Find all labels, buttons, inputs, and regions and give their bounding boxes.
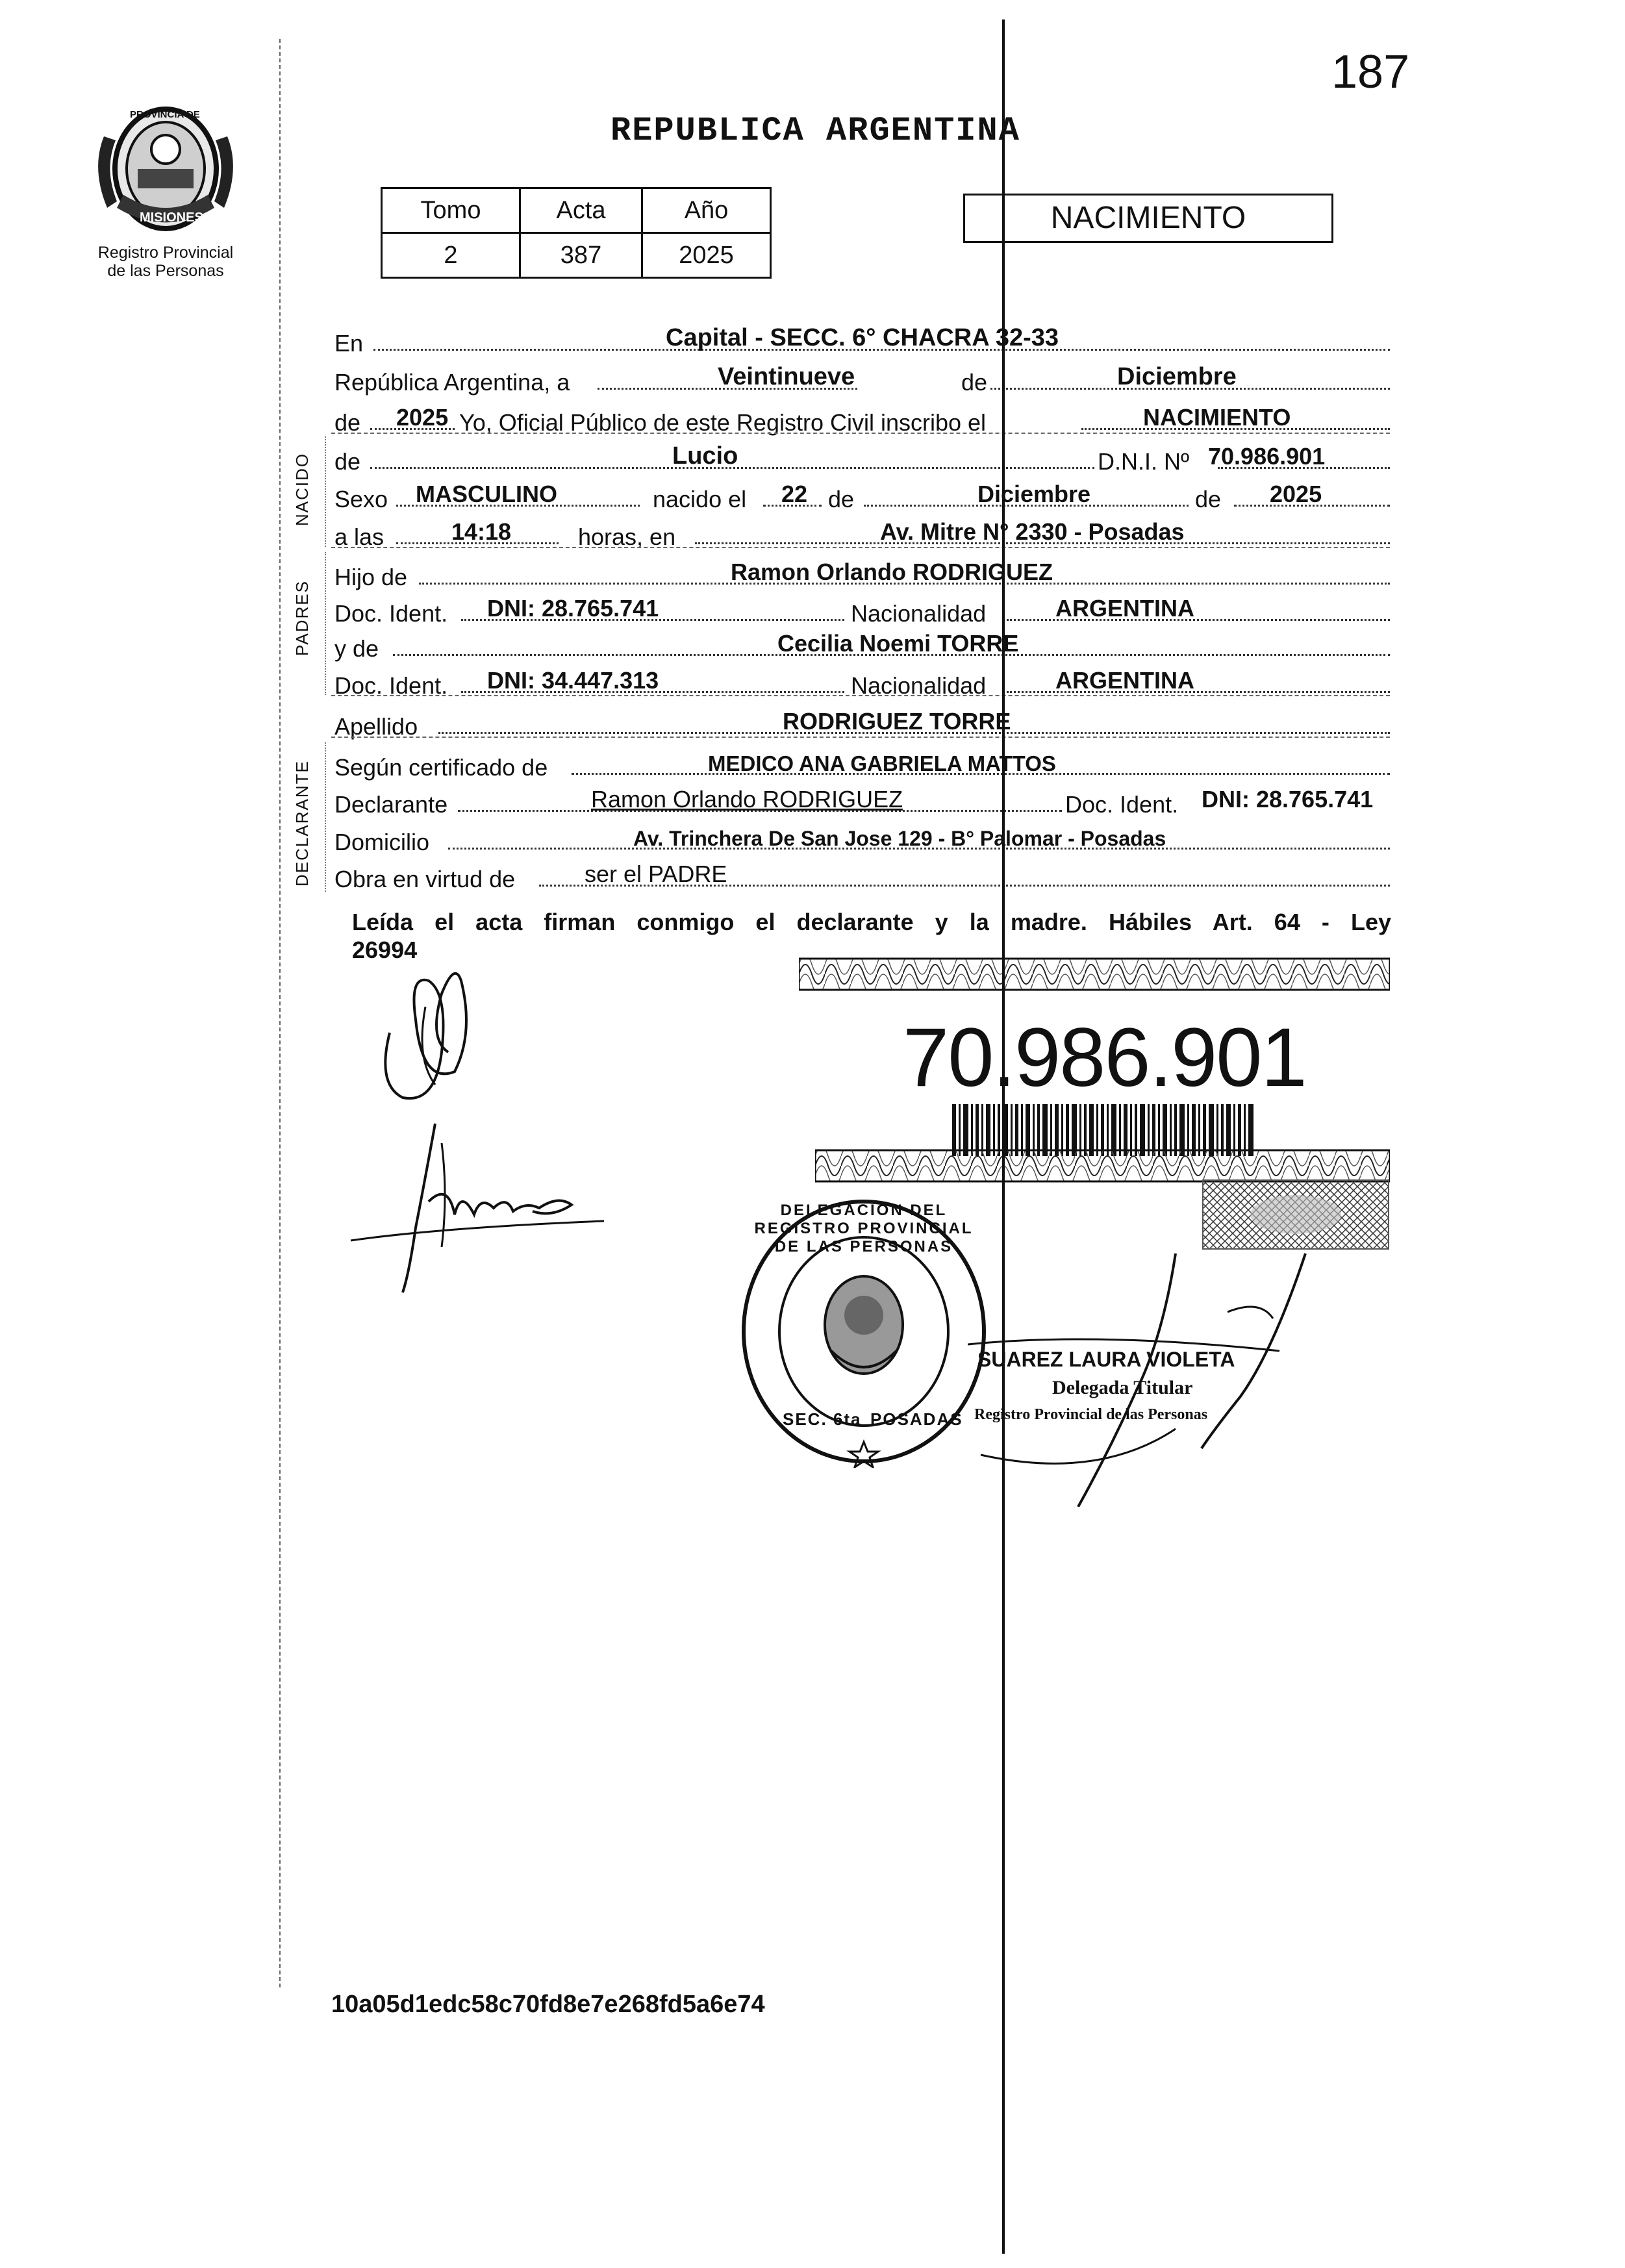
- row-declarante: [334, 779, 1390, 818]
- madre-nac-value: ARGENTINA: [1055, 667, 1194, 694]
- declarante-bracket: [325, 742, 326, 892]
- row-domicilio: [334, 817, 1390, 856]
- logo-caption-line1: Registro Provincial: [97, 244, 234, 262]
- republica-label: República Argentina, a: [334, 369, 570, 396]
- record-type-box: NACIMIENTO: [963, 194, 1333, 243]
- hora-value: 14:18: [451, 518, 512, 545]
- nacido-label: nacido el: [653, 486, 747, 512]
- logo-seal-top-text: PROVINCIA DE: [130, 109, 200, 120]
- row-hijo: [334, 552, 1390, 591]
- en-label: En: [334, 330, 364, 357]
- register-header-anio: Año: [642, 188, 771, 233]
- nacido-bracket: [325, 436, 326, 547]
- section-label-nacido: NACIDO: [292, 452, 312, 526]
- dni-value: 70.986.901: [1208, 443, 1326, 470]
- row-nombre: [334, 436, 1390, 475]
- row-apellido: [334, 701, 1390, 740]
- madre-doc-value: DNI: 34.447.313: [487, 667, 659, 694]
- lugar-value: Av. Mitre N° 2330 - Posadas: [880, 518, 1185, 545]
- separator: [331, 695, 1390, 696]
- register-value-tomo: 2: [382, 233, 520, 278]
- row-anio: [334, 397, 1390, 436]
- row-obra: [334, 854, 1390, 893]
- separator: [331, 737, 1390, 738]
- decl-doc-label: Doc. Ident.: [1065, 791, 1179, 818]
- horas-label: horas, en: [578, 523, 676, 550]
- row-padre-doc: [334, 588, 1390, 627]
- certificado-value: MEDICO ANA GABRIELA MATTOS: [708, 751, 1056, 775]
- nac-de-label: de: [828, 486, 855, 512]
- decl-doc-value: DNI: 28.765.741: [1202, 786, 1374, 813]
- stamp-inner-left: SEC. 6ta: [783, 1409, 862, 1429]
- document-hash: 10a05d1edc58c70fd8e7e268fd5a6e74: [331, 1991, 765, 2018]
- section-label-padres: PADRES: [292, 580, 312, 656]
- dni-large-number: 70.986.901: [903, 1011, 1306, 1104]
- register-header-acta: Acta: [520, 188, 642, 233]
- nac-mes-value: Diciembre: [977, 481, 1091, 507]
- yo-label: Yo, Oficial Público de este Registro Civil inscribo el: [459, 409, 987, 436]
- closing-law-number: 26994: [352, 937, 418, 963]
- security-band-top: [799, 955, 1390, 994]
- row-en: [334, 318, 1390, 357]
- padres-bracket: [325, 552, 326, 695]
- sexo-label: Sexo: [334, 486, 388, 512]
- document-heading: REPUBLICA ARGENTINA: [611, 112, 1020, 150]
- inscribo-value: NACIMIENTO: [1143, 404, 1291, 431]
- logo-seal-bottom-text: MISIONES: [140, 210, 203, 225]
- dia-value: Veintinueve: [718, 363, 855, 390]
- closing-text: Leída el acta firman conmigo el declarante y la madre. Hábiles Art. 64 - Ley: [352, 909, 1391, 935]
- declarante-label: Declarante: [334, 791, 448, 818]
- separator: [331, 547, 1390, 548]
- row-madre: [334, 624, 1390, 662]
- madre-doc-label: Doc. Ident.: [334, 672, 448, 699]
- obra-value: ser el PADRE: [585, 861, 727, 887]
- register-value-anio: 2025: [642, 233, 771, 278]
- official-organization: Registro Provincial de las Personas: [974, 1406, 1208, 1423]
- de3-label: de: [334, 448, 361, 475]
- nac-de2-label: de: [1195, 486, 1222, 512]
- padre-nac-value: ARGENTINA: [1055, 595, 1194, 622]
- page-number: 187: [1331, 46, 1410, 98]
- logo-caption: [78, 244, 253, 280]
- madre-nac-label: Nacionalidad: [851, 672, 987, 699]
- domicilio-value: Av. Trinchera De San Jose 129 - B° Palomar - Posadas: [633, 827, 1166, 850]
- separator: [331, 433, 1390, 434]
- official-stamp: [737, 1195, 990, 1468]
- nombre-value: Lucio: [672, 442, 738, 470]
- padre-doc-label: Doc. Ident.: [334, 600, 448, 627]
- dni-label: D.N.I. Nº: [1098, 448, 1190, 475]
- de2-label: de: [334, 409, 361, 436]
- official-name: SUAREZ LAURA VIOLETA: [977, 1348, 1235, 1371]
- padre-doc-value: DNI: 28.765.741: [487, 595, 659, 622]
- registry-logo: [78, 97, 253, 240]
- mes-value: Diciembre: [1117, 363, 1237, 390]
- scan-vertical-line: [1002, 19, 1005, 2254]
- logo-caption-line2: de las Personas: [107, 262, 224, 280]
- domicilio-label: Domicilio: [334, 829, 430, 855]
- padre-nac-label: Nacionalidad: [851, 600, 987, 627]
- padre-value: Ramon Orlando RODRIGUEZ: [731, 559, 1053, 585]
- declarante-value: Ramon Orlando RODRIGUEZ: [591, 786, 903, 813]
- row-certificado: [334, 742, 1390, 781]
- yde-label: y de: [334, 635, 379, 662]
- madre-value: Cecilia Noemi TORRE: [777, 630, 1019, 657]
- row-republica: [334, 357, 1390, 396]
- hijo-label: Hijo de: [334, 564, 408, 590]
- nac-anio-value: 2025: [1270, 481, 1322, 507]
- official-title: Delegada Titular: [1052, 1377, 1193, 1398]
- certificado-label: Según certificado de: [334, 754, 548, 781]
- declarant-signature: [364, 955, 494, 1117]
- mother-signature: [344, 1117, 617, 1299]
- sexo-value: MASCULINO: [416, 481, 557, 507]
- section-label-declarante: DECLARANTE: [292, 760, 312, 887]
- apellido-value: RODRIGUEZ TORRE: [783, 708, 1011, 735]
- row-hora: [334, 512, 1390, 551]
- row-sexo: [334, 474, 1390, 513]
- margin-line: [279, 39, 281, 1987]
- obra-label: Obra en virtud de: [334, 866, 516, 892]
- register-table: [381, 187, 772, 279]
- de-label: de: [961, 369, 988, 396]
- en-value: Capital - SECC. 6° CHACRA 32-33: [666, 324, 1059, 351]
- register-value-acta: 387: [520, 233, 642, 278]
- nac-dia-value: 22: [781, 481, 808, 507]
- register-header-tomo: Tomo: [382, 188, 520, 233]
- row-madre-doc: [334, 661, 1390, 699]
- stamp-inner-right: POSADAS: [870, 1409, 963, 1429]
- anio-value: 2025: [396, 404, 449, 431]
- stamp-ring-text: DELEGACION DEL REGISTRO PROVINCIAL DE LAS PERSONAS: [754, 1202, 974, 1255]
- alas-label: a las: [334, 523, 384, 550]
- apellido-label: Apellido: [334, 713, 418, 740]
